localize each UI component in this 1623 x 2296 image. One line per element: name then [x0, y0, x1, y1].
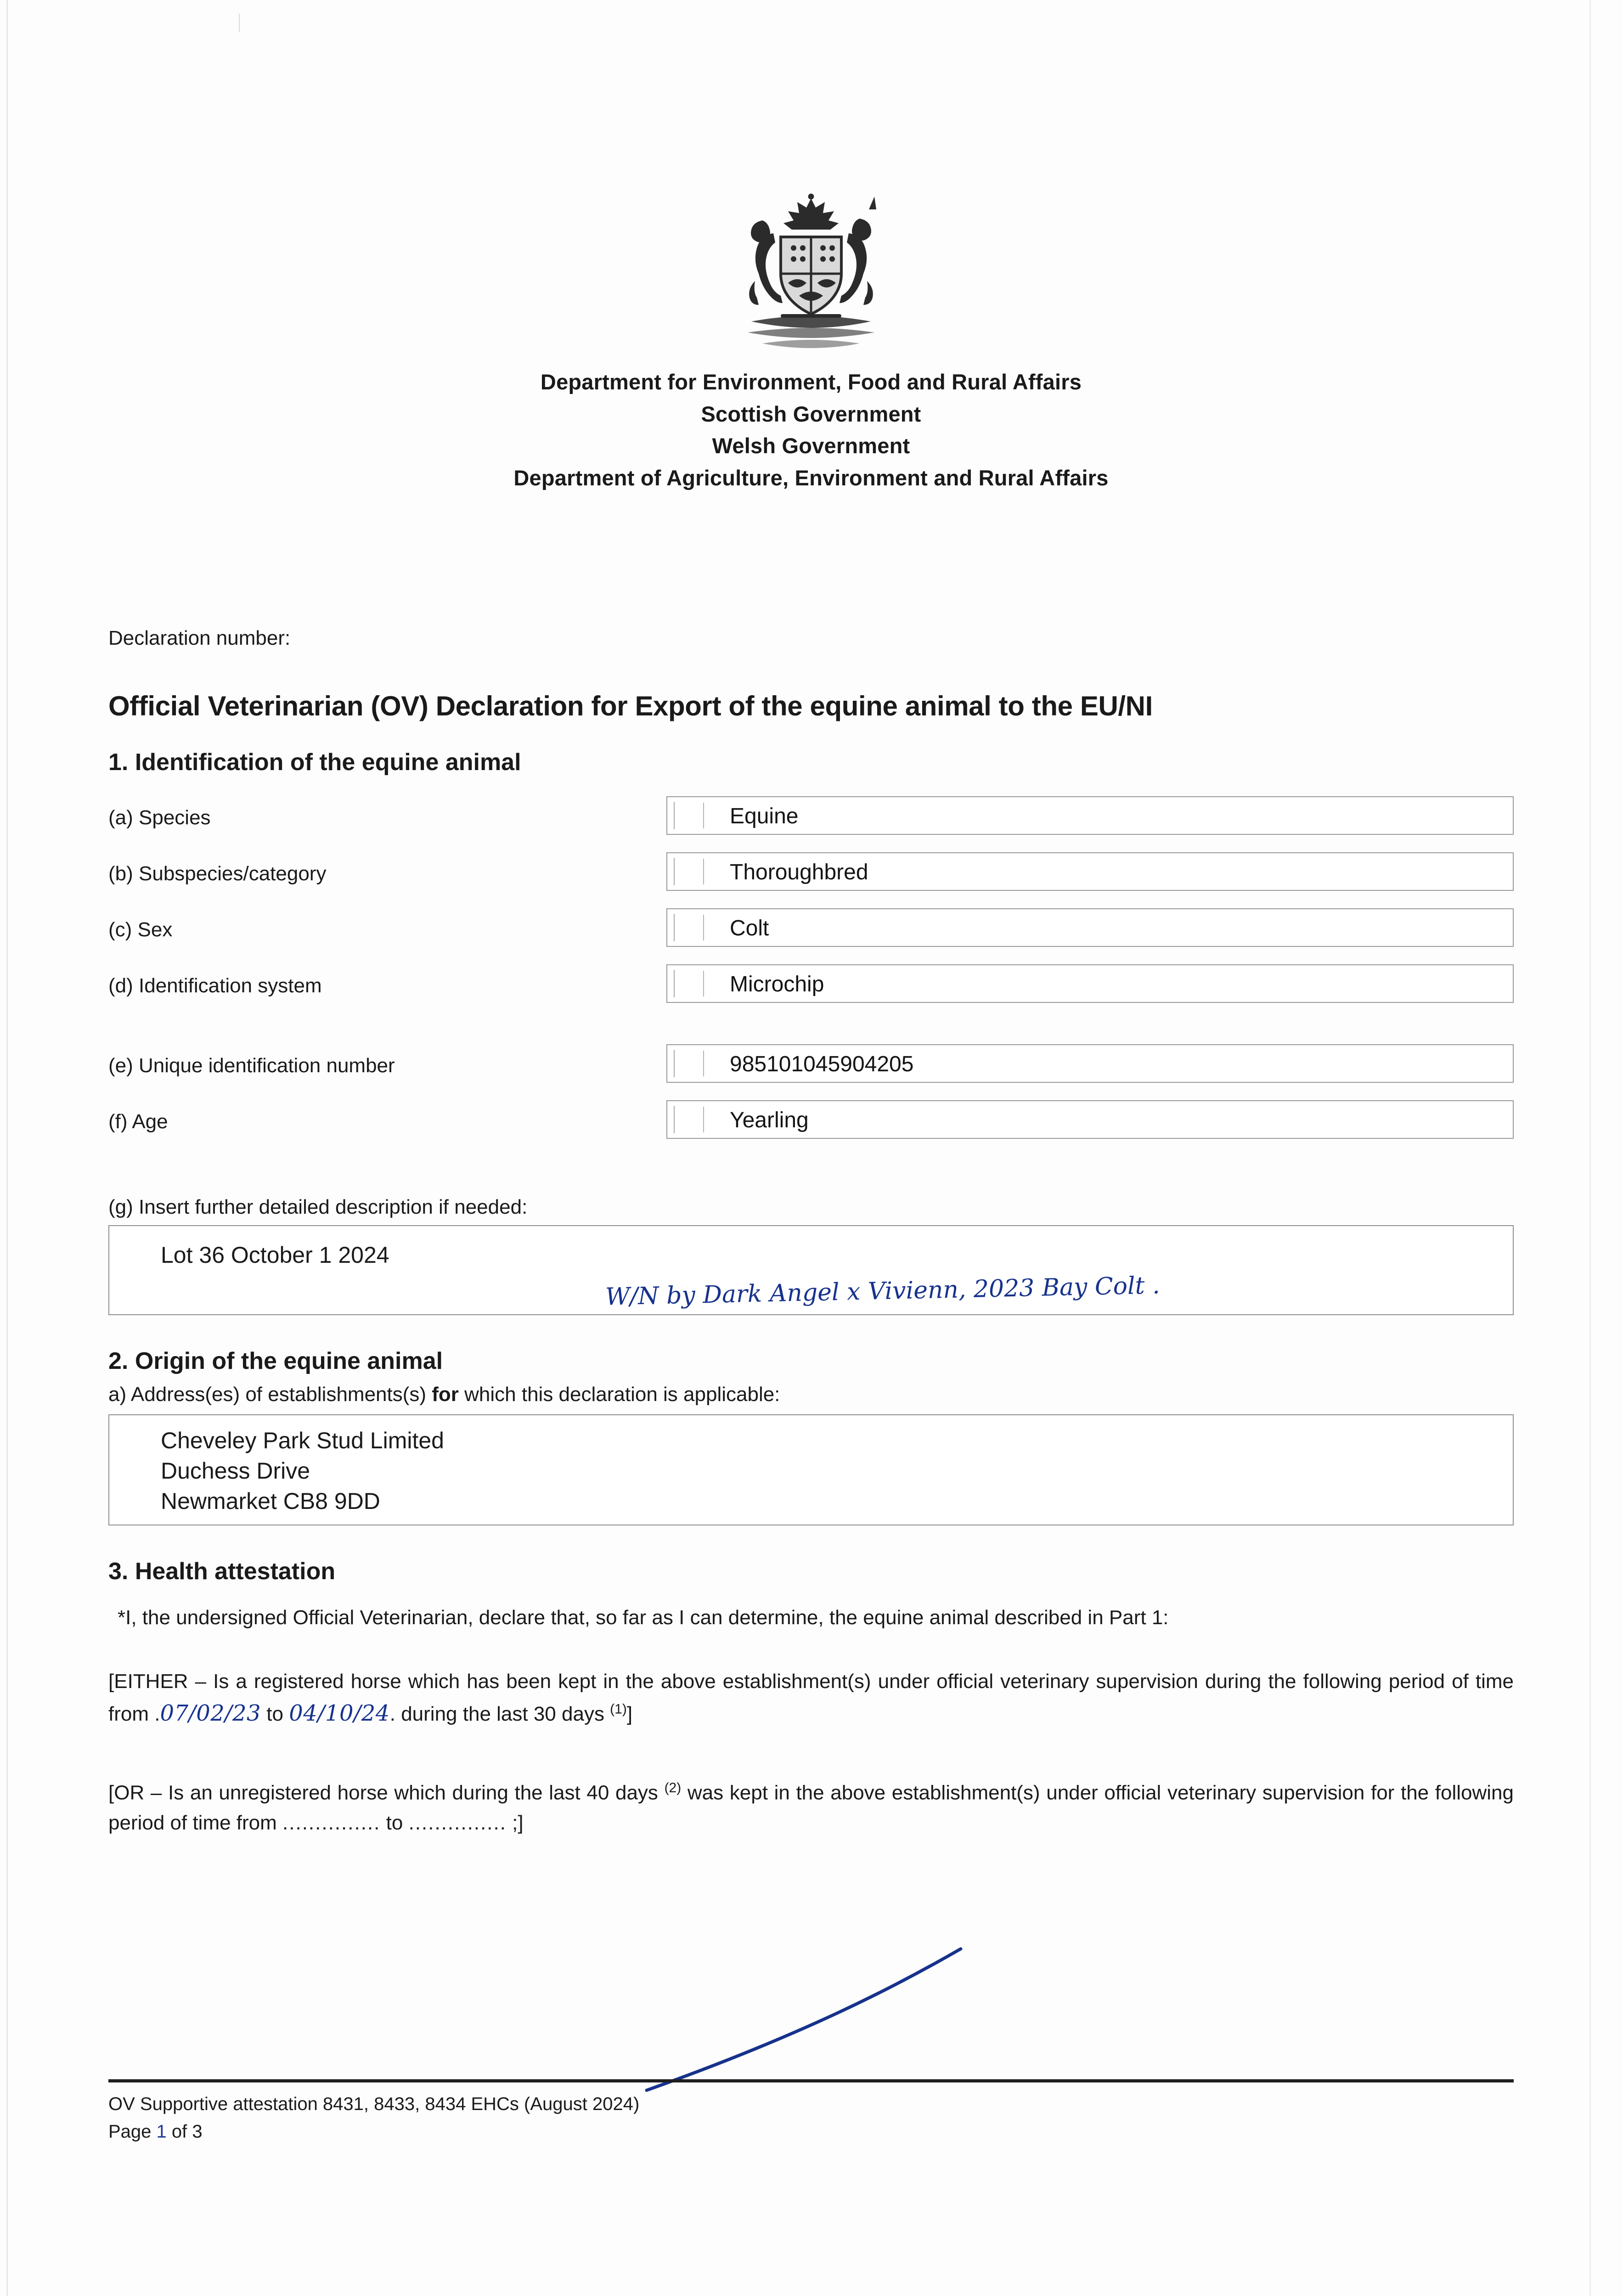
- section-2-heading: 2. Origin of the equine animal: [108, 1348, 443, 1375]
- department-line-1: Department for Environment, Food and Rural Affairs: [540, 370, 1082, 394]
- row-label: (d) Identification system: [108, 974, 322, 997]
- or-text-to: to: [380, 1812, 409, 1835]
- unique-identification-number-field[interactable]: [666, 1044, 1514, 1083]
- further-description-label: (g) Insert further detailed description if needed:: [108, 1196, 528, 1219]
- field-tick-left: [674, 914, 675, 941]
- field-tick-right: [703, 1107, 704, 1132]
- department-line-4: Department of Agriculture, Environment and Rural Affairs: [513, 465, 1109, 490]
- field-value: Thoroughbred: [730, 860, 868, 885]
- further-description-handwritten-value: W/N by Dark Angel x Vivienn, 2023 Bay Colt .: [605, 1272, 1161, 1311]
- department-line-3: Welsh Government: [712, 433, 910, 458]
- row-label: (a) Species: [108, 806, 211, 829]
- address-label-pre: a) Address(es) of establishments(s): [108, 1383, 432, 1406]
- footer-pagination: [108, 2118, 639, 2145]
- row-label: (b) Subspecies/category: [108, 862, 327, 885]
- address-line-1: Cheveley Park Stud Limited: [161, 1428, 444, 1454]
- crest-container: [108, 0, 1514, 360]
- row-label: (e) Unique identification number: [108, 1054, 395, 1077]
- document-content: [108, 0, 1514, 1838]
- handwritten-strikethrough-mark: [638, 1942, 969, 2094]
- row-label: (c) Sex: [108, 918, 173, 941]
- page-current: 1: [156, 2122, 167, 2142]
- address-line-2: Duchess Drive: [161, 1458, 310, 1484]
- identification-system-field[interactable]: [666, 964, 1514, 1003]
- either-paragraph: [108, 1666, 1514, 1730]
- either-text-tail: ]: [626, 1702, 633, 1725]
- further-description-box[interactable]: [108, 1225, 1514, 1315]
- field-tick-right: [703, 803, 704, 828]
- either-date-to: 04/10/24: [289, 1700, 390, 1726]
- attestation-intro: *I, the undersigned Official Veterinarian, declare that, so far as I can determine, the equine animal described in Part 1:: [118, 1606, 1169, 1629]
- field-value: Equine: [730, 804, 799, 829]
- identification-row-species: [108, 796, 1514, 852]
- footer: [108, 2090, 639, 2145]
- address-value: [161, 1425, 444, 1516]
- declaration-number-label: Declaration number:: [108, 627, 291, 650]
- age-field[interactable]: [666, 1100, 1514, 1139]
- identification-row-age: [108, 1100, 1514, 1156]
- page-title: Official Veterinarian (OV) Declaration for Export of the equine animal to the EU/NI: [108, 691, 1153, 722]
- or-blank-from: ...............: [282, 1812, 381, 1835]
- address-label-post: which this declaration is applicable:: [458, 1383, 780, 1406]
- field-tick-right: [703, 1051, 704, 1076]
- or-text-tail: ;]: [506, 1812, 524, 1835]
- footer-reference: OV Supportive attestation 8431, 8433, 8434 EHCs (August 2024): [108, 2094, 640, 2114]
- further-description-typed-value: Lot 36 October 1 2024: [161, 1242, 389, 1268]
- field-tick-right: [703, 859, 704, 884]
- department-header: [108, 366, 1514, 494]
- either-footnote-marker: (1): [610, 1701, 627, 1716]
- either-text-pre: [EITHER – Is a registered horse which has been kept in the above establishment(s) under official veterinary supervision during the following period of time from .: [108, 1670, 1514, 1725]
- sex-field[interactable]: [666, 908, 1514, 947]
- field-tick-right: [703, 971, 704, 996]
- department-line-2: Scottish Government: [701, 401, 921, 426]
- identification-row-unique-id: [108, 1044, 1514, 1100]
- field-tick-left: [674, 1050, 675, 1077]
- identification-row-identification-system: [108, 964, 1514, 1020]
- either-text-mid: to: [261, 1702, 289, 1725]
- or-text-pre: [OR – Is an unregistered horse which during the last 40 days: [108, 1781, 665, 1804]
- footer-divider: [108, 2079, 1514, 2082]
- address-box[interactable]: [108, 1414, 1514, 1525]
- either-text-post: . during the last 30 days: [389, 1702, 610, 1725]
- species-field[interactable]: [666, 796, 1514, 835]
- or-text-mid: was kept in the above establishment(s) under official veterinary supervision for the following period of time from: [108, 1781, 1514, 1835]
- page-middle: of: [166, 2122, 192, 2142]
- or-paragraph: [108, 1778, 1514, 1839]
- identification-row-subspecies: [108, 852, 1514, 908]
- row-label: (f) Age: [108, 1110, 168, 1133]
- field-tick-left: [674, 970, 675, 997]
- scan-edge-left: [6, 0, 8, 2296]
- address-label: [108, 1383, 1514, 1406]
- either-date-from: 07/02/23: [160, 1700, 261, 1726]
- field-value: Colt: [730, 916, 769, 941]
- field-value: Yearling: [730, 1108, 809, 1133]
- or-blank-to: ...............: [408, 1812, 507, 1835]
- section-1-heading: 1. Identification of the equine animal: [108, 749, 521, 776]
- uk-royal-coat-of-arms-icon: [715, 193, 907, 358]
- address-label-bold: for: [432, 1383, 459, 1406]
- page-total: 3: [192, 2122, 203, 2142]
- field-tick-right: [703, 915, 704, 940]
- scan-edge-right: [1589, 0, 1591, 2296]
- address-line-3: Newmarket CB8 9DD: [161, 1488, 380, 1514]
- field-tick-left: [674, 858, 675, 885]
- identification-rows: [108, 796, 1514, 1156]
- subspecies-field[interactable]: [666, 852, 1514, 891]
- or-footnote-marker: (2): [664, 1780, 682, 1795]
- field-value: Microchip: [730, 972, 824, 997]
- field-value: 985101045904205: [730, 1052, 914, 1077]
- field-tick-left: [674, 1106, 675, 1133]
- identification-row-sex: [108, 908, 1514, 964]
- field-tick-left: [674, 802, 675, 829]
- page-prefix: Page: [108, 2122, 157, 2142]
- section-3-heading: 3. Health attestation: [108, 1558, 336, 1585]
